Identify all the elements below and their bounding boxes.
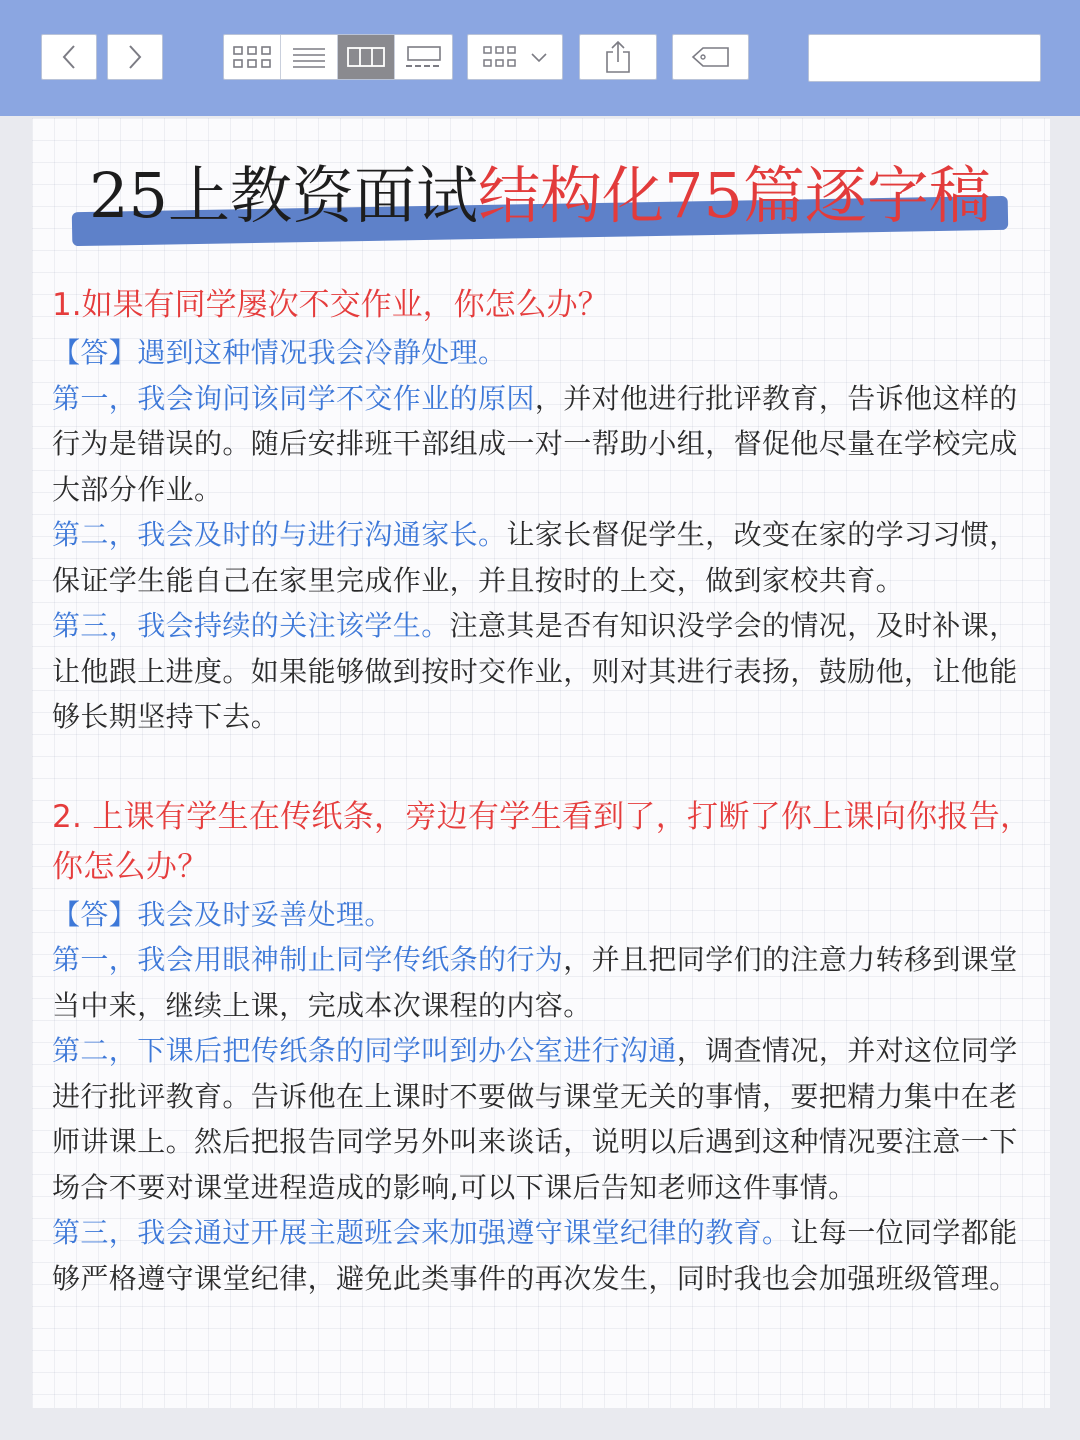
grid-view-button[interactable] (224, 35, 281, 79)
point-heading: 第三，我会持续的关注该学生。 (52, 609, 450, 642)
answer-1-point-2 (52, 512, 1032, 603)
column-view-button[interactable] (338, 35, 395, 79)
point-heading: 第一，我会询问该同学不交作业的原因 (52, 381, 535, 415)
toolbar (0, 0, 1080, 116)
back-button[interactable] (41, 34, 97, 80)
group-by-icon (482, 45, 518, 69)
tag-icon (691, 46, 731, 68)
share-button[interactable] (579, 34, 657, 80)
point-body: 注意其是否有知识没学会的情况，及时补课，让他跟上进度。如果能够做到按时交作业，则对其进行表扬，鼓励他，让他能够长期坚持下去。 (52, 609, 1018, 733)
title-red-part: 结构化75篇逐字稿 (478, 159, 991, 232)
point-body: 让每一位同学都能够严格遵守课堂纪律，避免此类事件的再次发生，同时我也会加强班级管理。 (52, 1216, 1018, 1295)
gallery-view-icon (404, 45, 444, 69)
grid-view-icon (232, 45, 272, 69)
point-body: ，并对他进行批评教育，告诉他这样的行为是错误的。随后安排班干部组成一对一帮助小组，督促他尽量在学校完成大部分作业。 (52, 381, 1018, 506)
forward-button[interactable] (107, 34, 163, 80)
tag-button[interactable] (672, 34, 749, 80)
point-body: 让家长督促学生，改变在家的学习习惯，保证学生能自己在家里完成作业，并且按时的上交，做到家校共育。 (52, 518, 1018, 597)
list-view-button[interactable] (281, 35, 338, 79)
list-view-icon (292, 46, 326, 68)
column-view-icon (347, 46, 385, 68)
point-body: ，调查情况，并对这位同学进行批评教育。告诉他在上课时不要做与课堂无关的事情，要把精力集中在老师讲课上。然后把报告同学另外叫来谈话，说明以后遇到这种情况要注意一下场合不要对课堂进程造成的影响,可以下课后告知老师这件事情。 (52, 1034, 1018, 1204)
point-body: ，并且把同学们的注意力转移到课堂当中来，继续上课，完成本次课程的内容。 (52, 943, 1018, 1022)
point-heading: 第一，我会用眼神制止同学传纸条的行为 (52, 943, 564, 976)
answer-1-point-3 (52, 603, 1032, 740)
question-1: 1.如果有同学屡次不交作业，你怎么办？ (52, 287, 609, 323)
chevron-down-icon (530, 51, 548, 63)
question-2: 2. 上课有学生在传纸条，旁边有学生看到了，打断了你上课向你报告，你怎么办？ (52, 798, 1032, 885)
answer-2-lead: 【答】我会及时妥善处理。 (52, 897, 393, 931)
point-heading: 第二，我会及时的与进行沟通家长。 (52, 518, 507, 551)
search-input[interactable] (825, 42, 1054, 74)
answer-2-point-2 (52, 1028, 1032, 1210)
title-black-part: 25上教资面试 (89, 159, 478, 232)
document-title (0, 156, 1080, 246)
document-content (52, 280, 1032, 1301)
share-icon (604, 40, 632, 74)
point-heading: 第二，下课后把传纸条的同学叫到办公室进行沟通 (52, 1034, 677, 1067)
search-box[interactable] (808, 34, 1041, 82)
answer-2-point-1 (52, 937, 1032, 1028)
answer-2-point-3 (52, 1210, 1032, 1301)
point-heading: 第三，我会通过开展主题班会来加强遵守课堂纪律的教育。 (52, 1216, 791, 1249)
chevron-left-icon (61, 44, 77, 70)
view-mode-segmented-control (223, 34, 453, 80)
gallery-view-button[interactable] (395, 35, 452, 79)
chevron-right-icon (127, 44, 143, 70)
answer-1-lead: 【答】遇到这种情况我会冷静处理。 (52, 336, 507, 369)
group-by-button[interactable] (467, 34, 563, 80)
answer-1-point-1 (52, 376, 1032, 513)
